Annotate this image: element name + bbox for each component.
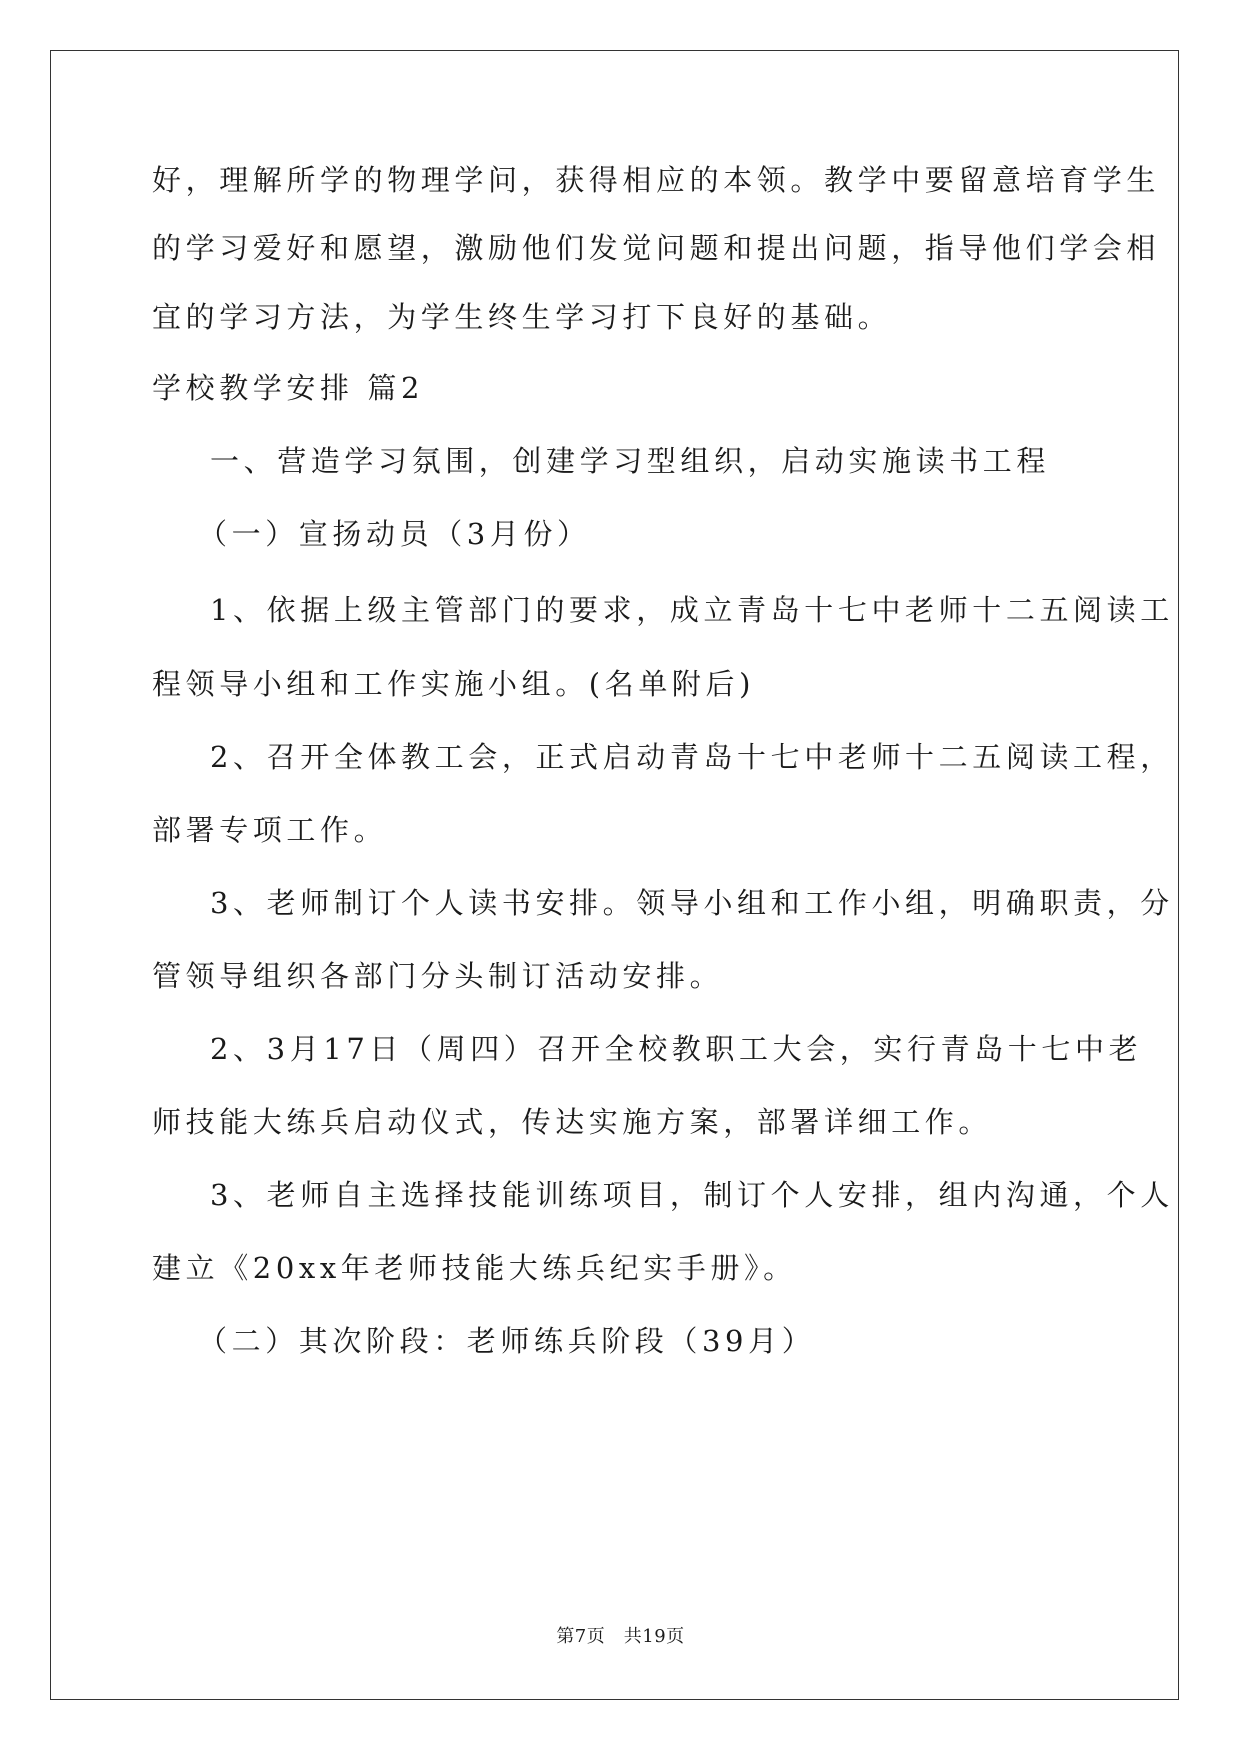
text-line: 一、营造学习氛围，创建学习型组织，启动实施读书工程 [210,444,1051,478]
page-footer [0,1622,1241,1648]
text-line: 建立《20xx年老师技能大练兵纪实手册》。 [152,1251,797,1285]
text-line: 2、3月17日（周四）召开全校教职工大会，实行青岛十七中老 [210,1032,1143,1066]
text-line: 3、老师自主选择技能训练项目，制订个人安排，组内沟通，个人 [210,1178,1174,1212]
text-line: 3、老师制订个人读书安排。领导小组和工作小组，明确职责，分 [210,886,1174,920]
text-line: 1、依据上级主管部门的要求，成立青岛十七中老师十二五阅读工 [210,593,1174,627]
text-line: 的学习爱好和愿望，激励他们发觉问题和提出问题，指导他们学会相 [152,231,1161,265]
text-line: 管领导组织各部门分头制订活动安排。 [152,959,724,993]
text-line: 程领导小组和工作实施小组。(名单附后) [152,667,756,701]
text-line: 师技能大练兵启动仪式，传达实施方案，部署详细工作。 [152,1105,993,1139]
text-line: （二）其次阶段：老师练兵阶段（39月） [198,1324,816,1358]
text-line: 2、召开全体教工会，正式启动青岛十七中老师十二五阅读工程， [210,740,1174,774]
section-heading: 学校教学安排 篇2 [152,371,425,405]
page-number: 第7页 共19页 [556,1626,685,1647]
text-line: 宜的学习方法，为学生终生学习打下良好的基础。 [152,300,892,334]
text-line: 好，理解所学的物理学问，获得相应的本领。教学中要留意培育学生 [152,163,1161,197]
text-line: （一）宣扬动员（3月份） [198,517,591,551]
text-line: 部署专项工作。 [152,813,388,847]
